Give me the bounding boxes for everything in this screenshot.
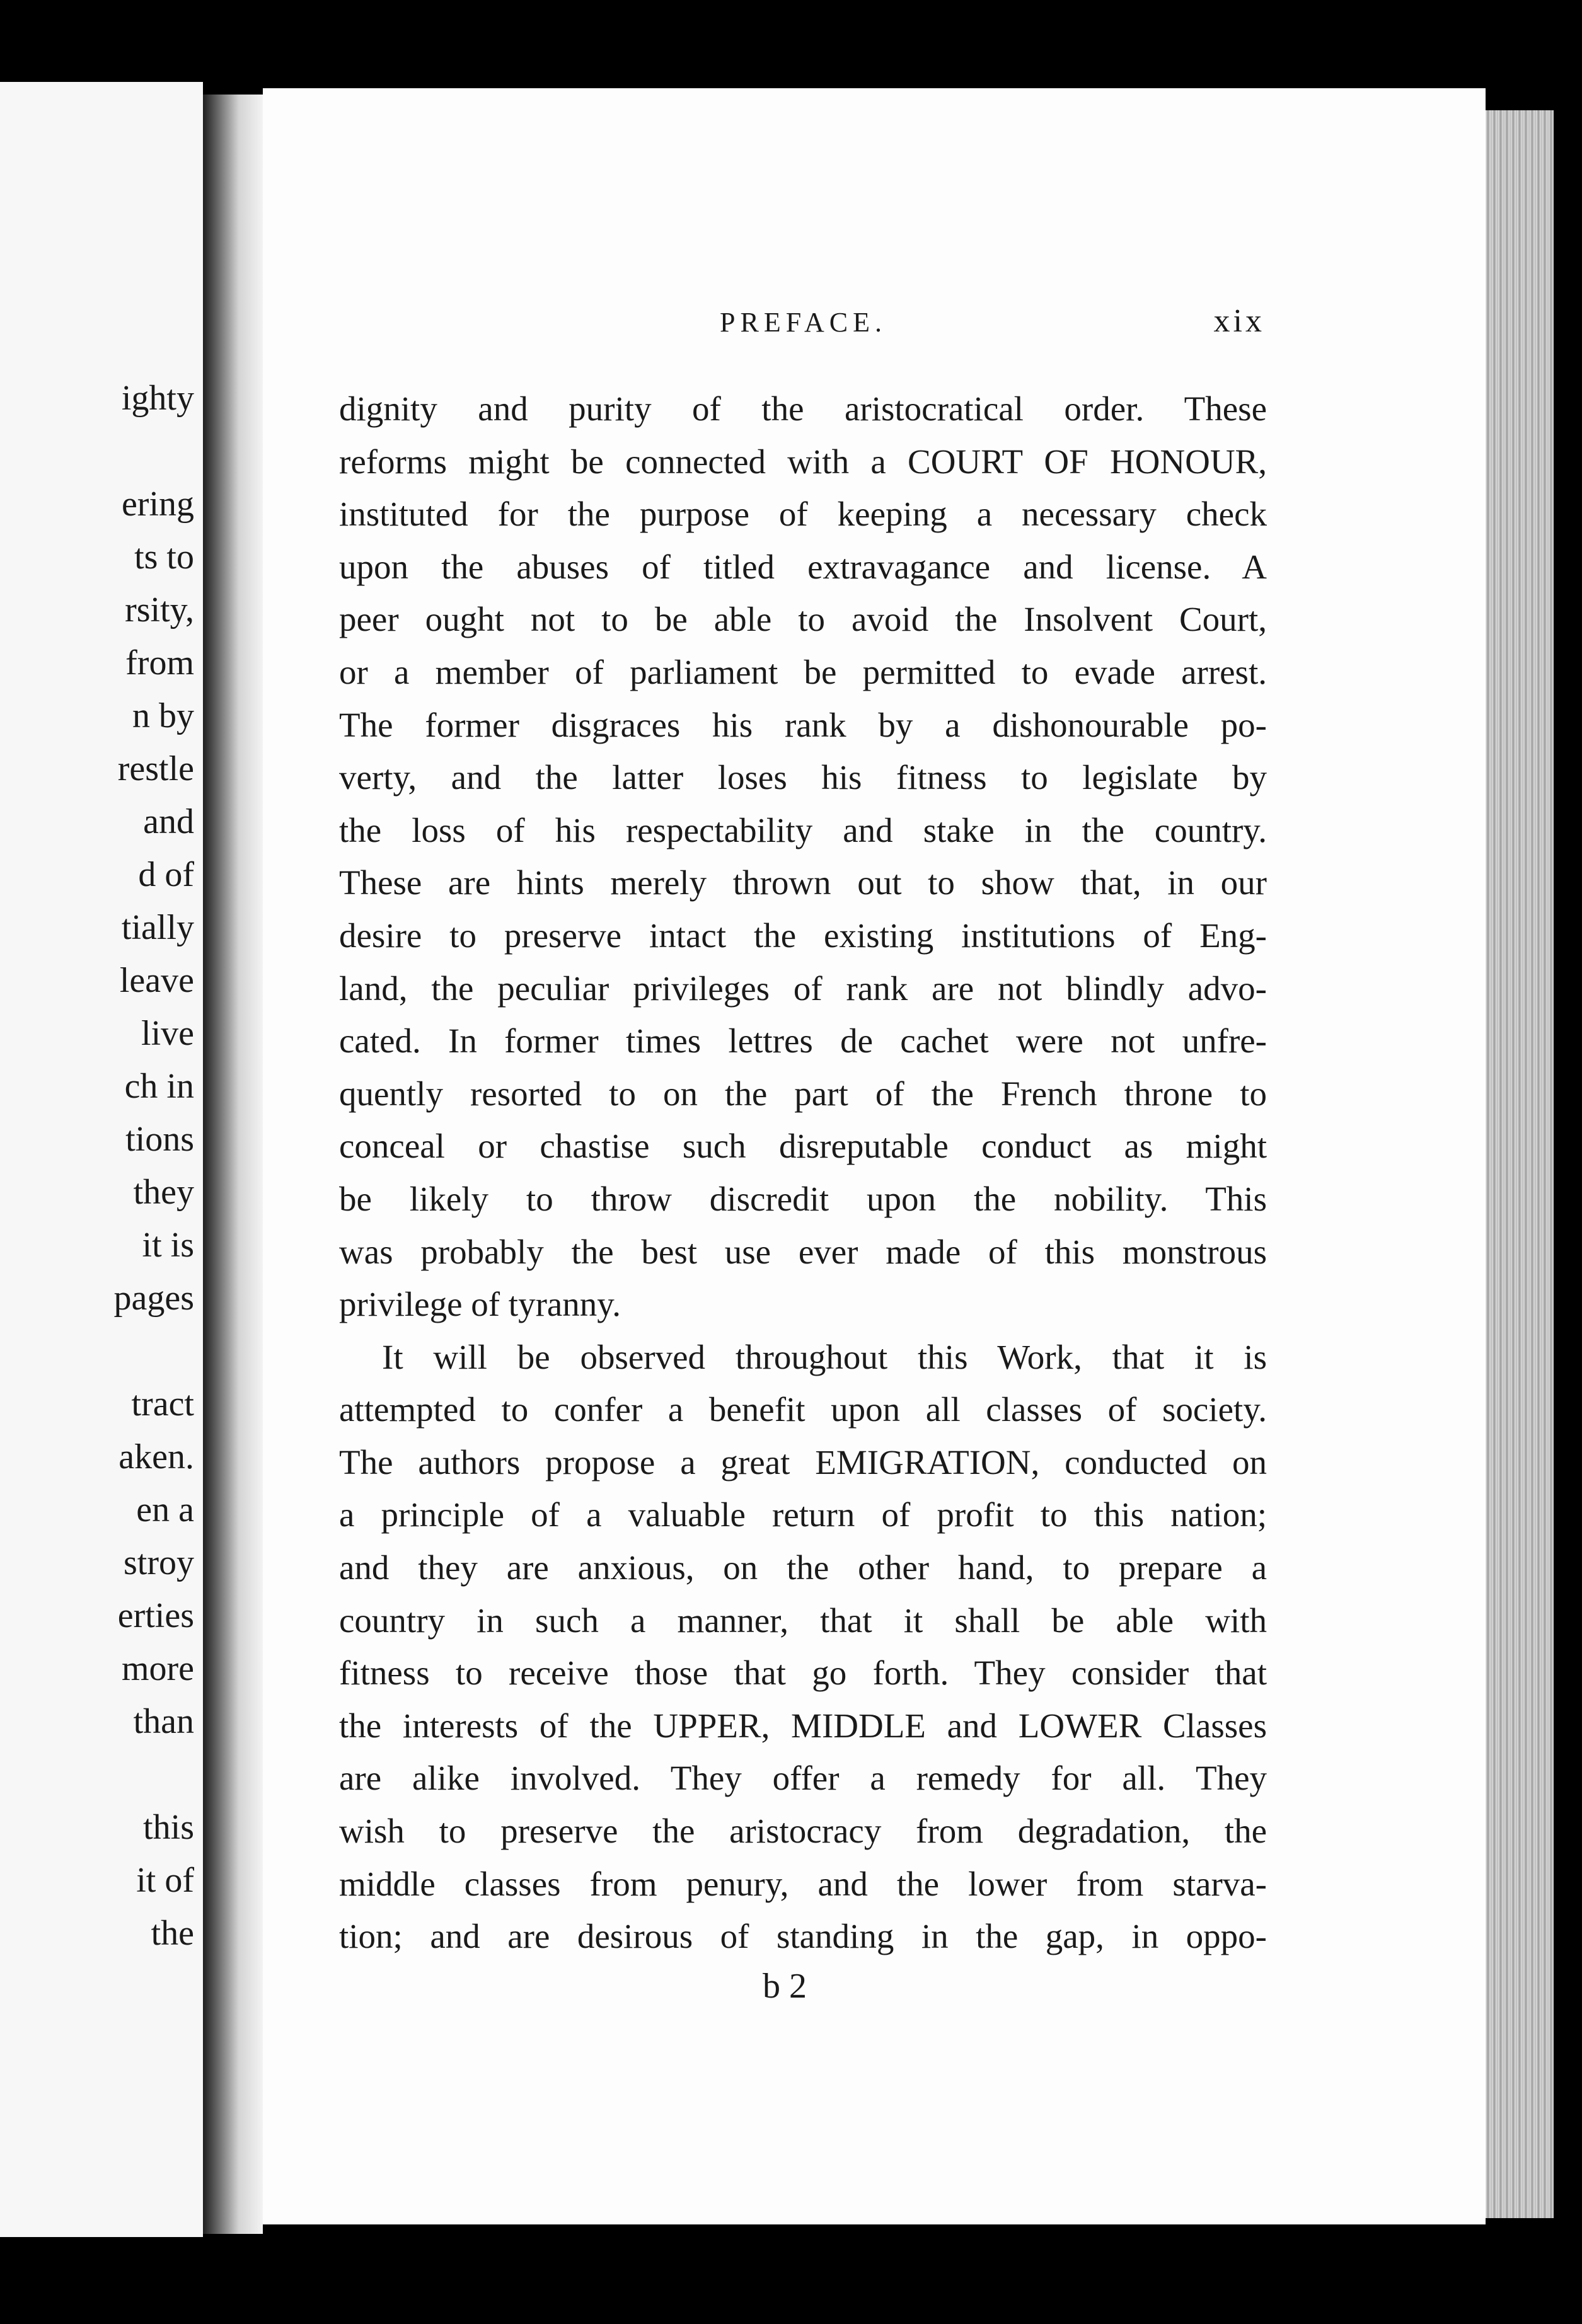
left-fragment-line bbox=[113, 425, 194, 478]
text-line: middle classes from penury, and the lower from starva- bbox=[339, 1864, 1267, 1903]
text-line: instituted for the purpose of keeping a necessary check bbox=[339, 495, 1267, 534]
text-line: land, the peculiar privileges of rank are not blindly advo- bbox=[339, 969, 1267, 1008]
text-line: cated. In former times lettres de cachet were not unfre- bbox=[339, 1021, 1267, 1061]
left-fragment-line: from bbox=[125, 643, 194, 682]
left-fragment-line: live bbox=[141, 1014, 194, 1053]
left-fragment-line: this bbox=[143, 1808, 194, 1847]
left-fragment-line: tially bbox=[121, 908, 194, 947]
left-fragment-line: leave bbox=[119, 961, 194, 1000]
left-fragment-line: d of bbox=[138, 855, 194, 894]
left-fragment-line: tract bbox=[131, 1384, 194, 1424]
text-line: dignity and purity of the aristocratical order. These bbox=[339, 389, 1267, 428]
book-gutter bbox=[203, 95, 263, 2234]
page-number: xix bbox=[1213, 303, 1265, 339]
left-fragment-line: and bbox=[143, 802, 194, 841]
running-title: PREFACE. bbox=[720, 307, 887, 338]
left-page bbox=[0, 82, 203, 2237]
text-line: upon the abuses of titled extravagance and license. A bbox=[339, 547, 1267, 586]
text-line: wish to preserve the aristocracy from degradation, the bbox=[339, 1812, 1267, 1851]
text-line: a principle of a valuable return of profit to this nation; bbox=[339, 1495, 1267, 1534]
left-fragment-line: it is bbox=[142, 1226, 194, 1265]
left-fragment-line: ts to bbox=[134, 538, 194, 577]
running-head bbox=[342, 303, 1265, 357]
left-fragment-line: n by bbox=[132, 696, 194, 735]
text-line: fitness to receive those that go forth. They consider that bbox=[339, 1654, 1267, 1693]
text-line: and they are anxious, on the other hand, to prepare a bbox=[339, 1548, 1267, 1587]
text-line: The former disgraces his rank by a dishonourable po- bbox=[339, 705, 1267, 744]
left-fragment-line: ering bbox=[121, 485, 194, 524]
text-line: privilege of tyranny. bbox=[339, 1285, 621, 1324]
left-fragment-line bbox=[113, 1325, 194, 1378]
left-fragment-line: aken. bbox=[118, 1437, 194, 1476]
signature-mark: b 2 bbox=[763, 1967, 807, 2006]
left-fragment-line: ighty bbox=[121, 379, 194, 418]
left-fragment-line: pages bbox=[113, 1279, 194, 1318]
text-line: reforms might be connected with a COURT OF HONOUR, bbox=[339, 442, 1267, 481]
left-fragment-line: than bbox=[133, 1702, 194, 1741]
body-text bbox=[339, 383, 1267, 1963]
left-fragment-line: ch in bbox=[124, 1067, 194, 1106]
left-fragment-line: it of bbox=[136, 1861, 194, 1900]
text-line: attempted to confer a benefit upon all classes of society. bbox=[339, 1390, 1267, 1429]
text-line: desire to preserve intact the existing institutions of Eng- bbox=[339, 916, 1267, 955]
left-fragment-line: they bbox=[133, 1173, 194, 1212]
left-fragment-line bbox=[113, 1748, 194, 1801]
text-line: These are hints merely thrown out to show that, in our bbox=[339, 863, 1267, 902]
left-fragment-line: tions bbox=[125, 1120, 194, 1159]
text-line: tion; and are desirous of standing in the gap, in oppo- bbox=[339, 1917, 1267, 1956]
left-fragment-line: rsity, bbox=[125, 590, 194, 630]
text-line: or a member of parliament be permitted to evade arrest. bbox=[339, 652, 1267, 691]
text-line: country in such a manner, that it shall be able with bbox=[339, 1601, 1267, 1640]
page-edges bbox=[1486, 110, 1554, 2218]
left-fragment-line: the bbox=[151, 1914, 194, 1953]
text-line: be likely to throw discredit upon the nobility. This bbox=[339, 1179, 1267, 1218]
left-fragment-line: en a bbox=[136, 1490, 194, 1529]
left-fragment-line: more bbox=[121, 1649, 194, 1688]
left-fragment-line: erties bbox=[117, 1596, 194, 1635]
text-line: It will be observed throughout this Work, that it is bbox=[382, 1337, 1267, 1376]
left-fragment-line: restle bbox=[117, 749, 194, 788]
text-line: conceal or chastise such disreputable conduct as might bbox=[339, 1127, 1267, 1166]
text-line: The authors propose a great EMIGRATION, conducted on bbox=[339, 1442, 1267, 1481]
text-line: peer ought not to be able to avoid the Insolvent Court, bbox=[339, 600, 1267, 639]
left-fragment-line: stroy bbox=[124, 1543, 194, 1582]
text-line: was probably the best use ever made of this monstrous bbox=[339, 1232, 1267, 1271]
text-line: are alike involved. They offer a remedy for all. They bbox=[339, 1759, 1267, 1798]
text-line: the loss of his respectability and stake in the country. bbox=[339, 810, 1267, 849]
text-line: quently resorted to on the part of the French throne to bbox=[339, 1074, 1267, 1113]
left-page-text-fragments bbox=[113, 372, 194, 1960]
text-line: the interests of the UPPER, MIDDLE and LOWER Classes bbox=[339, 1706, 1267, 1745]
text-line: verty, and the latter loses his fitness to legislate by bbox=[339, 758, 1267, 797]
